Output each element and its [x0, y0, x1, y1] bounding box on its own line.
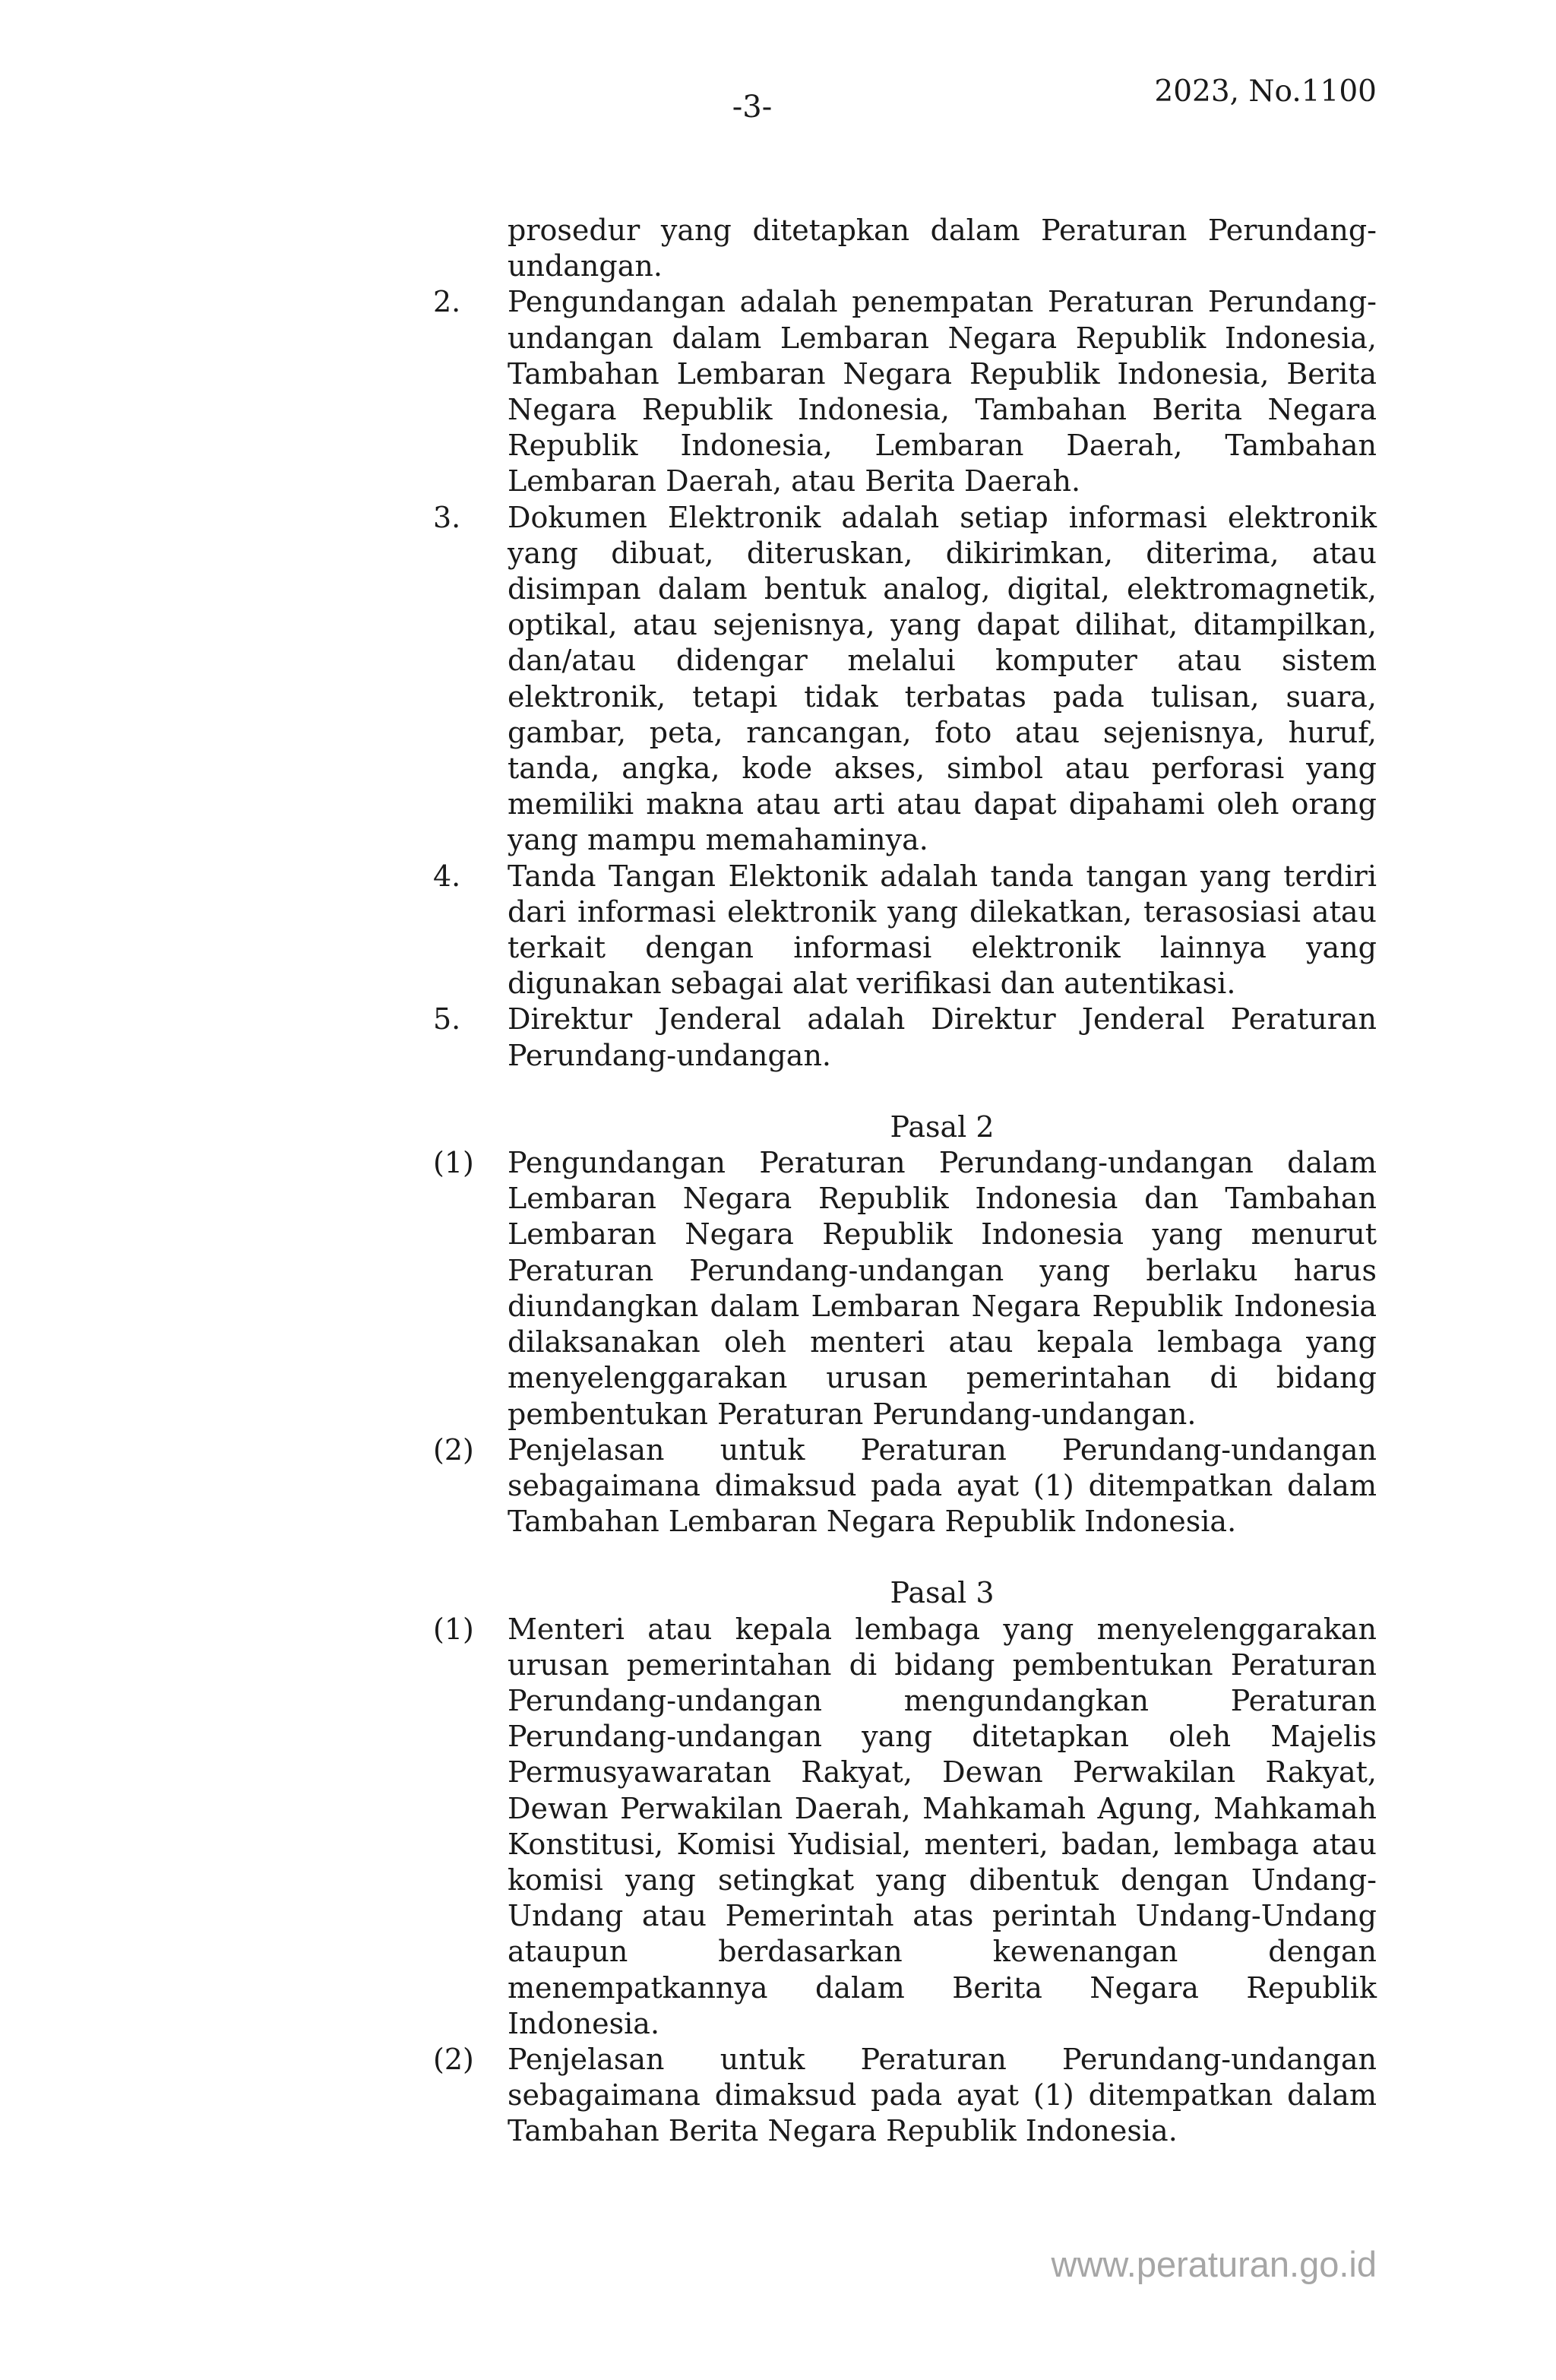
ayat-item — [433, 1145, 1377, 1432]
definition-text: Dokumen Elektronik adalah setiap informasi elektronik yang dibuat, diteruskan, dikirimkan, diterima, atau disimpan dalam bentuk analog, digital, elektromagnetik, optikal, atau sejenisnya, yang dapat dilihat, ditampilkan, dan/atau didengar melalui komputer atau sistem elektronik, tetapi tidak terbatas pada tulisan, suara, gambar, peta, rancangan, foto atau sejenisnya, huruf, tanda, angka, kode akses, simbol atau perforasi yang memiliki makna atau arti atau dapat dipahami oleh orang yang mampu memahaminya. — [508, 500, 1377, 857]
page-number: -3- — [732, 90, 773, 125]
definition-item — [433, 500, 1377, 859]
ayat-item — [433, 1432, 1377, 1540]
ayat-number: (1) — [433, 1146, 474, 1180]
definition-item — [433, 284, 1377, 499]
item-number: 5. — [433, 1002, 461, 1037]
ayat-item — [433, 2042, 1377, 2150]
item-number: 4. — [433, 859, 461, 893]
ayat-number: (1) — [433, 1612, 474, 1646]
pasal-2-heading: Pasal 2 — [890, 1109, 995, 1144]
definition-item — [433, 1002, 1377, 1073]
ayat-text: Penjelasan untuk Peraturan Perundang-undangan sebagaimana dimaksud pada ayat (1) ditempatkan dalam Tambahan Lembaran Negara Republik Indonesia. — [508, 1432, 1377, 1539]
definition-text: Direktur Jenderal adalah Direktur Jenderal Peraturan Perundang-undangan. — [508, 1002, 1377, 1072]
ayat-text: Penjelasan untuk Peraturan Perundang-undangan sebagaimana dimaksud pada ayat (1) ditempatkan dalam Tambahan Berita Negara Republik Indonesia. — [508, 2042, 1377, 2148]
item-number: 2. — [433, 285, 461, 319]
definition-item — [433, 859, 1377, 1002]
item-number: 3. — [433, 500, 461, 534]
definition-text: Tanda Tangan Elektonik adalah tanda tangan yang terdiri dari informasi elektronik yang dilekatkan, terasosiasi atau terkait dengan informasi elektronik lainnya yang digunakan sebagai alat verifikasi dan autentikasi. — [508, 859, 1377, 1001]
ayat-number: (2) — [433, 2042, 474, 2076]
definition-text: Pengundangan adalah penempatan Peraturan Perundang-undangan dalam Lembaran Negara Republik Indonesia, Tambahan Lembaran Negara Republik Indonesia, Berita Negara Republik Indonesia, Tambahan Berita Negara Republik Indonesia, Lembaran Daerah, Tambahan Lembaran Daerah, atau Berita Daerah. — [508, 285, 1377, 498]
ayat-text: Pengundangan Peraturan Perundang-undangan dalam Lembaran Negara Republik Indonesia dan Tambahan Lembaran Negara Republik Indonesia yang menurut Peraturan Perundang-undangan yang berlaku harus diundangkan dalam Lembaran Negara Republik Indonesia dilaksanakan oleh menteri atau kepala lembaga yang menyelenggarakan urusan pemerintahan di bidang pembentukan Peraturan Perundang-undangan. — [508, 1146, 1377, 1431]
ayat-text: Menteri atau kepala lembaga yang menyelenggarakan urusan pemerintahan di bidang pembentukan Peraturan Perundang-undangan mengundangkan Peraturan Perundang-undangan yang ditetapkan oleh Majelis Permusyawaratan Rakyat, Dewan Perwakilan Rakyat, Dewan Perwakilan Daerah, Mahkamah Agung, Mahkamah Konstitusi, Komisi Yudisial, menteri, badan, lembaga atau komisi yang setingkat yang dibentuk dengan Undang-Undang atau Pemerintah atas perintah Undang-Undang ataupun berdasarkan kewenangan dengan menempatkannya dalam Berita Negara Republik Indonesia. — [508, 1612, 1377, 2040]
footer-website-link[interactable]: www.peraturan.go.id — [1051, 2244, 1377, 2284]
ayat-number: (2) — [433, 1432, 474, 1467]
continuation-text: prosedur yang ditetapkan dalam Peraturan Perundang-undangan. — [508, 214, 1377, 283]
document-body — [425, 213, 1377, 2150]
pasal-3-heading: Pasal 3 — [890, 1576, 995, 1610]
ayat-item — [433, 1612, 1377, 2042]
document-reference: 2023, No.1100 — [1154, 74, 1377, 109]
